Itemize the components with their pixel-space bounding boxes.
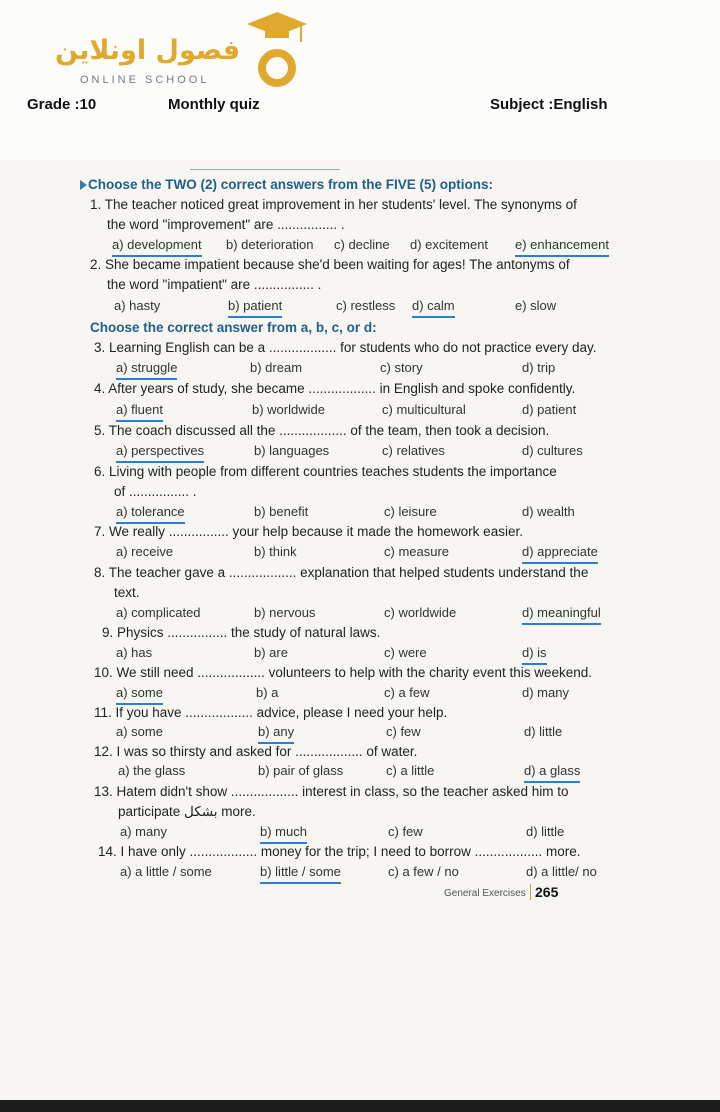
- option-d[interactable]: d) calm: [412, 296, 455, 318]
- option-b[interactable]: b) little / some: [260, 862, 341, 884]
- quiz-title: Monthly quiz: [168, 96, 260, 113]
- option-c[interactable]: c) worldwide: [384, 605, 457, 620]
- question-line: 6. Living with people from different countries teaches students the importance: [94, 464, 557, 479]
- option-b[interactable]: b) nervous: [254, 605, 316, 620]
- option-b[interactable]: b) worldwide: [252, 402, 325, 417]
- question-line: 11. If you have .................. advice, please I need your help.: [94, 705, 448, 720]
- option-b[interactable]: b) benefit: [254, 504, 309, 519]
- option-d[interactable]: d) little: [524, 724, 563, 739]
- question-line: 9. Physics ................ the study of natural laws.: [102, 625, 381, 640]
- option-d[interactable]: d) patient: [522, 402, 577, 417]
- options-row-2: [70, 296, 630, 316]
- question-line: 8. The teacher gave a .................. explanation that helped students understand the: [94, 565, 589, 580]
- option-a[interactable]: a) complicated: [116, 605, 201, 620]
- option-a[interactable]: a) has: [116, 645, 153, 660]
- option-a[interactable]: a) receive: [116, 544, 174, 559]
- option-a[interactable]: a) some: [116, 683, 163, 705]
- option-c[interactable]: c) a little: [386, 763, 435, 778]
- option-d[interactable]: d) a glass: [524, 761, 580, 783]
- option-e[interactable]: e) enhancement: [515, 235, 609, 257]
- subject-label: Subject :English: [490, 96, 608, 113]
- option-b[interactable]: b) think: [254, 544, 297, 559]
- options-row-13: [70, 822, 630, 842]
- option-c[interactable]: c) few: [388, 824, 423, 839]
- options-row-6: [70, 502, 630, 522]
- worksheet-page: [70, 165, 630, 925]
- options-row-8: [70, 603, 630, 623]
- option-a[interactable]: a) development: [112, 235, 202, 257]
- question-line: the word "improvement" are ................ .: [107, 217, 345, 232]
- question-line: 2. She became impatient because she'd been waiting for ages! The antonyms of: [90, 257, 570, 272]
- option-c[interactable]: c) multicultural: [382, 402, 466, 417]
- option-b[interactable]: b) much: [260, 822, 307, 844]
- option-c[interactable]: c) relatives: [382, 443, 445, 458]
- options-row-4: [70, 400, 630, 420]
- options-row-11: [70, 722, 630, 742]
- question-line: the word "impatient" are ................ .: [107, 277, 322, 292]
- option-c[interactable]: c) leisure: [384, 504, 437, 519]
- option-b[interactable]: b) pair of glass: [258, 763, 344, 778]
- option-c[interactable]: c) a few: [384, 685, 430, 700]
- question-line: 3. Learning English can be a .................. for students who do not practice every day.: [94, 340, 597, 355]
- option-d[interactable]: d) trip: [522, 360, 556, 375]
- question-line: text.: [114, 585, 140, 600]
- logo-arabic: فصول اونلاين: [55, 35, 241, 66]
- option-a[interactable]: a) hasty: [114, 298, 161, 313]
- option-d[interactable]: d) cultures: [522, 443, 583, 458]
- option-d[interactable]: d) little: [526, 824, 565, 839]
- options-row-14: [70, 862, 630, 882]
- question-line: 14. I have only .................. money for the trip; I need to borrow .................. more.: [98, 844, 581, 859]
- top-divider: [190, 169, 340, 170]
- question-line: 13. Hatem didn't show .................. interest in class, so the teacher asked him to: [94, 784, 569, 799]
- options-row-3: [70, 358, 630, 378]
- option-c[interactable]: c) few: [386, 724, 421, 739]
- question-line: 12. I was so thirsty and asked for .................. of water.: [94, 744, 418, 759]
- question-line: 5. The coach discussed all the .................. of the team, then took a decision.: [94, 423, 550, 438]
- footer-label: General Exercises: [444, 888, 526, 899]
- option-b[interactable]: b) any: [258, 722, 294, 744]
- grade-label: Grade :10: [27, 96, 97, 113]
- section-abcd: Choose the correct answer from a, b, c, or d:: [90, 320, 377, 335]
- options-row-5: [70, 441, 630, 461]
- option-b[interactable]: b) deterioration: [226, 237, 314, 252]
- option-c[interactable]: c) story: [380, 360, 423, 375]
- option-d[interactable]: d) appreciate: [522, 542, 598, 564]
- graduation-cap-icon: [245, 10, 309, 90]
- logo-english: ONLINE SCHOOL: [80, 74, 210, 86]
- option-c[interactable]: c) restless: [336, 298, 396, 313]
- option-b[interactable]: b) are: [254, 645, 288, 660]
- option-b[interactable]: b) patient: [228, 296, 282, 318]
- option-d[interactable]: d) is: [522, 643, 547, 665]
- option-d[interactable]: d) many: [522, 685, 569, 700]
- question-line: 4. After years of study, she became .................. in English and spoke confidently.: [94, 381, 576, 396]
- option-d[interactable]: d) a little/ no: [526, 864, 597, 879]
- question-line: 10. We still need .................. volunteers to help with the charity event this weekend.: [94, 665, 593, 680]
- options-row-12: [70, 761, 630, 781]
- option-e[interactable]: e) slow: [515, 298, 557, 313]
- page-header: [0, 0, 720, 160]
- option-d[interactable]: d) wealth: [522, 504, 575, 519]
- question-line: participate بشكل more.: [118, 804, 256, 819]
- option-b[interactable]: b) dream: [250, 360, 303, 375]
- option-c[interactable]: c) were: [384, 645, 427, 660]
- option-a[interactable]: a) fluent: [116, 400, 163, 422]
- option-c[interactable]: c) measure: [384, 544, 450, 559]
- option-b[interactable]: b) languages: [254, 443, 330, 458]
- bottom-edge: [0, 1100, 720, 1112]
- option-a[interactable]: a) perspectives: [116, 441, 204, 463]
- section-two-options: Choose the TWO (2) correct answers from the FIVE (5) options:: [88, 175, 648, 195]
- question-line: of ................ .: [114, 484, 197, 499]
- question-line: 1. The teacher noticed great improvement in her students' level. The synonyms of: [90, 197, 577, 212]
- options-row-9: [70, 643, 630, 663]
- question-line: 7. We really ................ your help because it made the homework easier.: [94, 524, 523, 539]
- option-a[interactable]: a) the glass: [118, 763, 186, 778]
- options-row-1: [70, 235, 630, 255]
- option-d[interactable]: d) meaningful: [522, 603, 601, 625]
- options-row-7: [70, 542, 630, 562]
- option-a[interactable]: a) some: [116, 724, 163, 739]
- page-number: 265: [530, 884, 558, 900]
- option-c[interactable]: c) decline: [334, 237, 390, 252]
- option-a[interactable]: a) a little / some: [120, 864, 212, 879]
- options-row-10: [70, 683, 630, 703]
- option-b[interactable]: b) a: [256, 685, 279, 700]
- option-d[interactable]: d) excitement: [410, 237, 489, 252]
- option-a[interactable]: a) struggle: [116, 358, 177, 380]
- option-c[interactable]: c) a few / no: [388, 864, 459, 879]
- option-a[interactable]: a) tolerance: [116, 502, 185, 524]
- arrow-marker-icon: [80, 180, 87, 190]
- option-a[interactable]: a) many: [120, 824, 167, 839]
